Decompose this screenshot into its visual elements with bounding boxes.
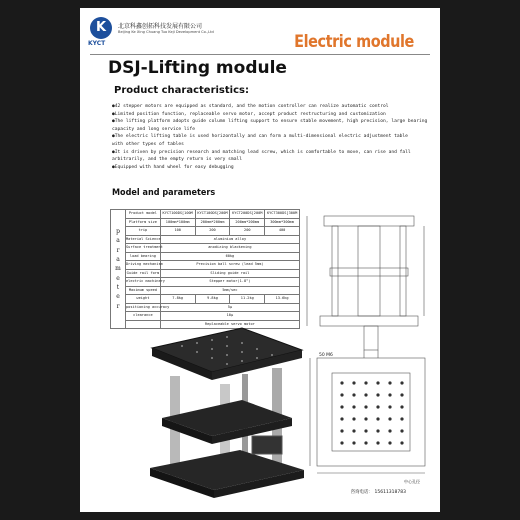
feature-line: ●42 stepper motors are equipped as standard, and the motion controller can realize automatic control [112,104,389,109]
table-cell: Surface treatment [126,244,161,253]
table-row [111,278,300,287]
table-cell: KYCT100DS[200M [195,210,230,219]
table-cell: 11.2kg [230,295,265,304]
table-row [111,227,300,236]
category-title: Electric module [294,32,414,52]
table-cell: 13.6kg [265,295,300,304]
feature-line: ●It is driven by precision research and matching lead screw, which is comfortable to move, can rise and fall [112,149,411,155]
document-page [80,8,440,512]
table-cell: 300mm*300mm [265,218,300,227]
table-row [111,235,300,244]
table-cell: positioning accuracy [126,303,161,312]
table-cell: Product model [126,210,161,219]
table-cell: Guide rail form [126,269,161,278]
table-cell: 10μ [160,312,299,321]
table-cell: KYCT300DS[300M [265,210,300,219]
table-cell: 200 [195,227,230,236]
table-cell: Precision ball screw (lead 5mm) [160,261,299,270]
company-name-cn: 北京科鑫创拓科技发展有限公司 [118,23,203,30]
table-cell: Maximum speed [126,286,161,295]
table-cell: anodizing blackening [160,244,299,253]
logo-text: KYCT [88,40,106,47]
table-cell: Material Science [126,235,161,244]
drawing-callout: 中心孔径 [404,479,420,484]
table-cell: 7.8kg [160,295,195,304]
table-cell: 9.8kg [195,295,230,304]
table-cell: Platform size [126,218,161,227]
parameters-heading: Model and parameters [112,188,216,198]
feature-line: with other types of tables [112,141,184,147]
technical-drawing [302,208,432,488]
drawing-dimension-label: 50 M6 [319,353,333,358]
table-cell: KYCT200DS[200M [230,210,265,219]
table-cell: Replaceable servo motor [160,320,299,329]
table-row [111,269,300,278]
feature-line: ●Limited position function, replaceable servo motor, accept product restructuring and customization [112,111,386,117]
table-cell: KYCT100DS[100M [160,210,195,219]
company-logo: K [90,17,112,39]
table-cell: aluminium alloy [160,235,299,244]
table-cell: 200mm*200mm [195,218,230,227]
table-row [111,286,300,295]
parameter-side-label: p a r a m e t e r [111,210,126,329]
table-cell: 100mm*100mm [160,218,195,227]
table-cell: 5μ [160,303,299,312]
table-cell: trip [126,227,161,236]
table-row [111,312,300,321]
table-cell: 200 [230,227,265,236]
feature-line: ●Equipped with hand wheel for easy debugging [112,164,234,170]
feature-line: capacity and long service life [112,126,195,132]
table-row [111,303,300,312]
table-header-row [111,210,300,219]
table-row [111,218,300,227]
table-row [111,252,300,261]
table-cell: electric machinery [126,278,161,287]
parameter-table [110,209,300,329]
table-cell: Driving mechanism [126,261,161,270]
header-divider [90,54,430,55]
table-cell: 100 [160,227,195,236]
characteristics-heading: Product characteristics: [114,85,249,96]
table-cell: 200mm*200mm [230,218,265,227]
table-cell: 5mm/sec [160,286,299,295]
table-row [111,244,300,253]
table-cell: 400 [265,227,300,236]
table-cell: clearance [126,312,161,321]
feature-line: arbitrarily, and the empty return is very small [112,157,242,163]
contact-phone: 咨询电话： 15611318783 [350,490,406,495]
table-cell: 60kg [160,252,299,261]
table-row [111,295,300,304]
table-cell: Stepper motor(1.8°) [160,278,299,287]
table-cell: load bearing [126,252,161,261]
product-title: DSJ-Lifting module [108,58,287,78]
feature-line: ●The lifting platform adopts guide column lifting support to ensure stable movement, high precision, large bearing [112,119,428,125]
table-cell: weight [126,295,161,304]
company-name-en: Beijing Ke Xing Chuang Tuo Keji Development Co.,Ltd [118,30,214,34]
table-row [111,261,300,270]
table-cell: Sliding guide rail [160,269,299,278]
feature-list [112,103,428,171]
feature-line: ●The electric lifting table is used horizontally and can form a multi-dimensional electric adjustment table [112,134,408,140]
product-photo [142,328,312,498]
